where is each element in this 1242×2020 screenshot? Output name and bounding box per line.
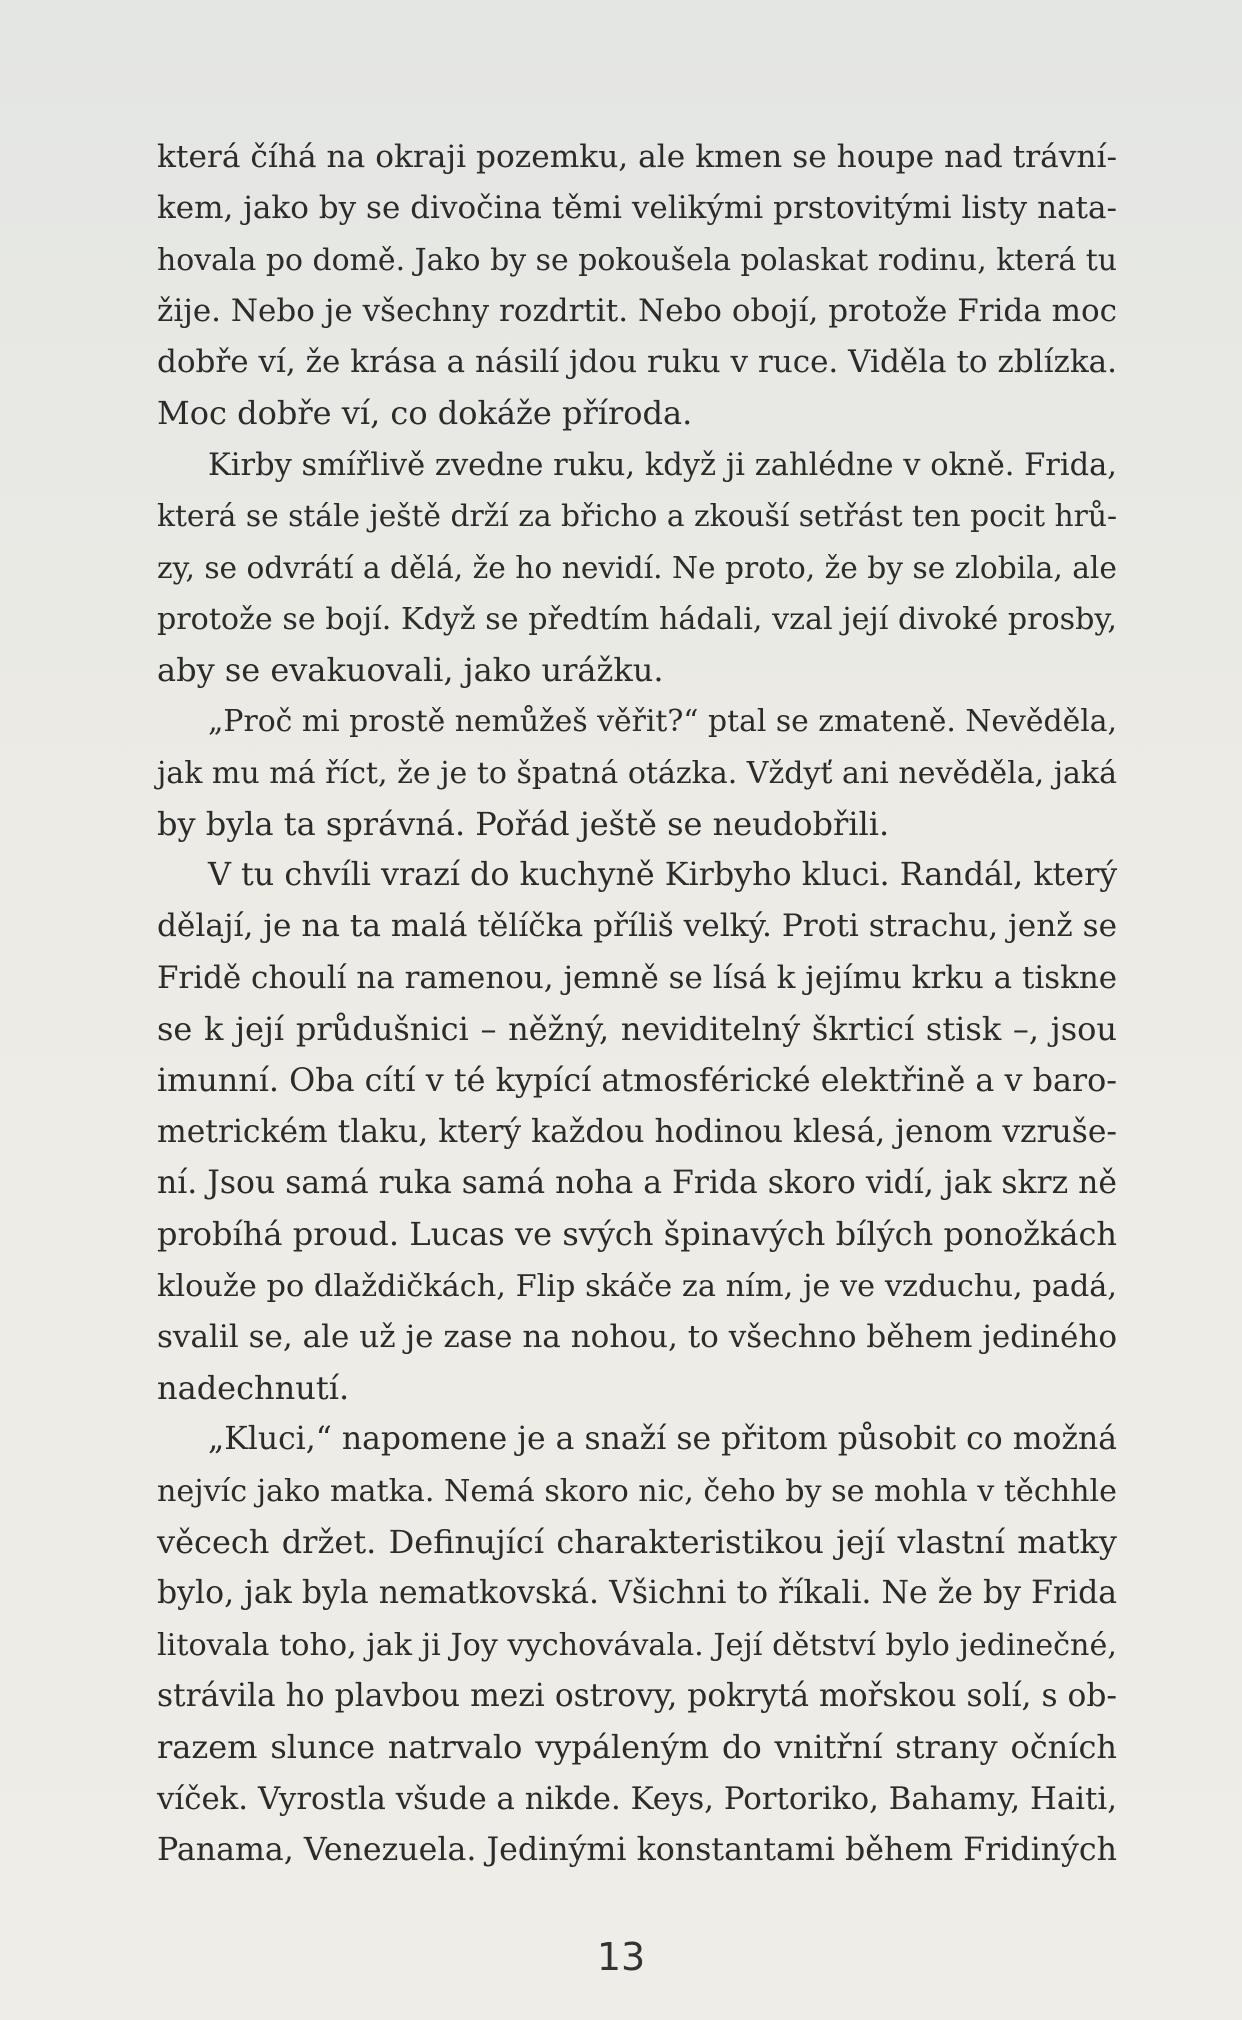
text-line: razem slunce natrvalo vypáleným do vnitřní strany očních (157, 1728, 1117, 1767)
text-line: kem, jako by se divočina těmi velikými prstovitými listy nata- (157, 190, 1117, 227)
text-line: která číhá na okraji pozemku, ale kmen se houpe nad trávní- (157, 139, 1117, 175)
text-line: bylo, jak byla nematkovská. Všichni to říkali. Ne že by Frida (157, 1575, 1118, 1612)
text-line: zy, se odvrátí a dělá, že ho nevidí. Ne proto, že by se zlobila, ale (157, 550, 1117, 586)
text-line: „Kluci,“ napomene je a snaží se přitom působit co možná (208, 1421, 1117, 1458)
text-line: ní. Jsou samá ruka samá noha a Frida skoro vidí, jak skrz ně (157, 1164, 1117, 1201)
text-line: jak mu má říct, že je to špatná otázka. Vždyť ani nevěděla, jaká (157, 755, 1117, 791)
text-line: Panama, Venezuela. Jedinými konstantami během Fridiných (157, 1831, 1117, 1868)
text-line: se k její průdušnici – něžný, neviditelný škrticí stisk –, jsou (157, 1010, 1117, 1049)
text-line: protože se bojí. Když se předtím hádali, vzal její divoké prosby, (157, 601, 1117, 637)
text-line: strávila ho plavbou mezi ostrovy, pokrytá mořskou solí, s ob- (157, 1677, 1117, 1714)
text-line: věcech držet. Definující charakteristikou její vlastní matky (157, 1523, 1117, 1562)
text-line: Kirby smířlivě zvedne ruku, když ji zahlédne v okně. Frida, (208, 447, 1117, 483)
text-line: která se stále ještě drží za břicho a zkouší setřást ten pocit hrů- (157, 499, 1117, 535)
text-line: hovala po domě. Jako by se pokoušela polaskat rodinu, která tu (157, 242, 1117, 278)
text-line: by byla ta správná. Pořád ještě se neudobřili. (157, 804, 890, 843)
page-number: 13 (596, 1935, 646, 1979)
text-line: „Proč mi prostě nemůžeš věřit?“ ptal se zmateně. Nevěděla, (208, 704, 1117, 740)
text-line: probíhá proud. Lucas ve svých špinavých bílých ponožkách (157, 1215, 1117, 1254)
text-line: svalil se, ale už je zase na nohou, to všechno během jediného (157, 1318, 1117, 1355)
text-line: nadechnutí. (157, 1369, 350, 1408)
text-line: Fridě choulí na ramenou, jemně se lísá k jejímu krku a tiskne (157, 959, 1117, 996)
text-line: nejvíc jako matka. Nemá skoro nic, čeho by se mohla v těchhle (157, 1473, 1117, 1509)
text-line: klouže po dlaždičkách, Flip skáče za ním, je ve vzduchu, padá, (157, 1268, 1117, 1304)
text-line: žije. Nebo je všechny rozdrtit. Nebo obojí, protože Frida moc (157, 292, 1117, 329)
text-line: Moc dobře ví, co dokáže příroda. (157, 394, 693, 433)
text-line: V tu chvíli vrazí do kuchyně Kirbyho kluci. Randál, který (208, 857, 1118, 894)
body-text (157, 132, 1117, 1876)
text-line: metrickém tlaku, který každou hodinou klesá, jenom vzruše- (157, 1113, 1117, 1150)
text-line: aby se evakuovali, jako urážku. (157, 650, 664, 689)
text-line: dobře ví, že krása a násilí jdou ruku v ruce. Viděla to zblízka. (157, 344, 1117, 381)
text-line: dělají, je na ta malá tělíčka příliš velký. Proti strachu, jenž se (157, 908, 1117, 945)
text-line: víček. Vyrostla všude a nikde. Keys, Portoriko, Bahamy, Haiti, (157, 1780, 1117, 1817)
text-line: litovala toho, jak ji Joy vychovávala. Její dětství bylo jedinečné, (157, 1627, 1117, 1663)
text-line: imunní. Oba cítí v té kypící atmosférické elektřině a v baro- (157, 1062, 1117, 1100)
